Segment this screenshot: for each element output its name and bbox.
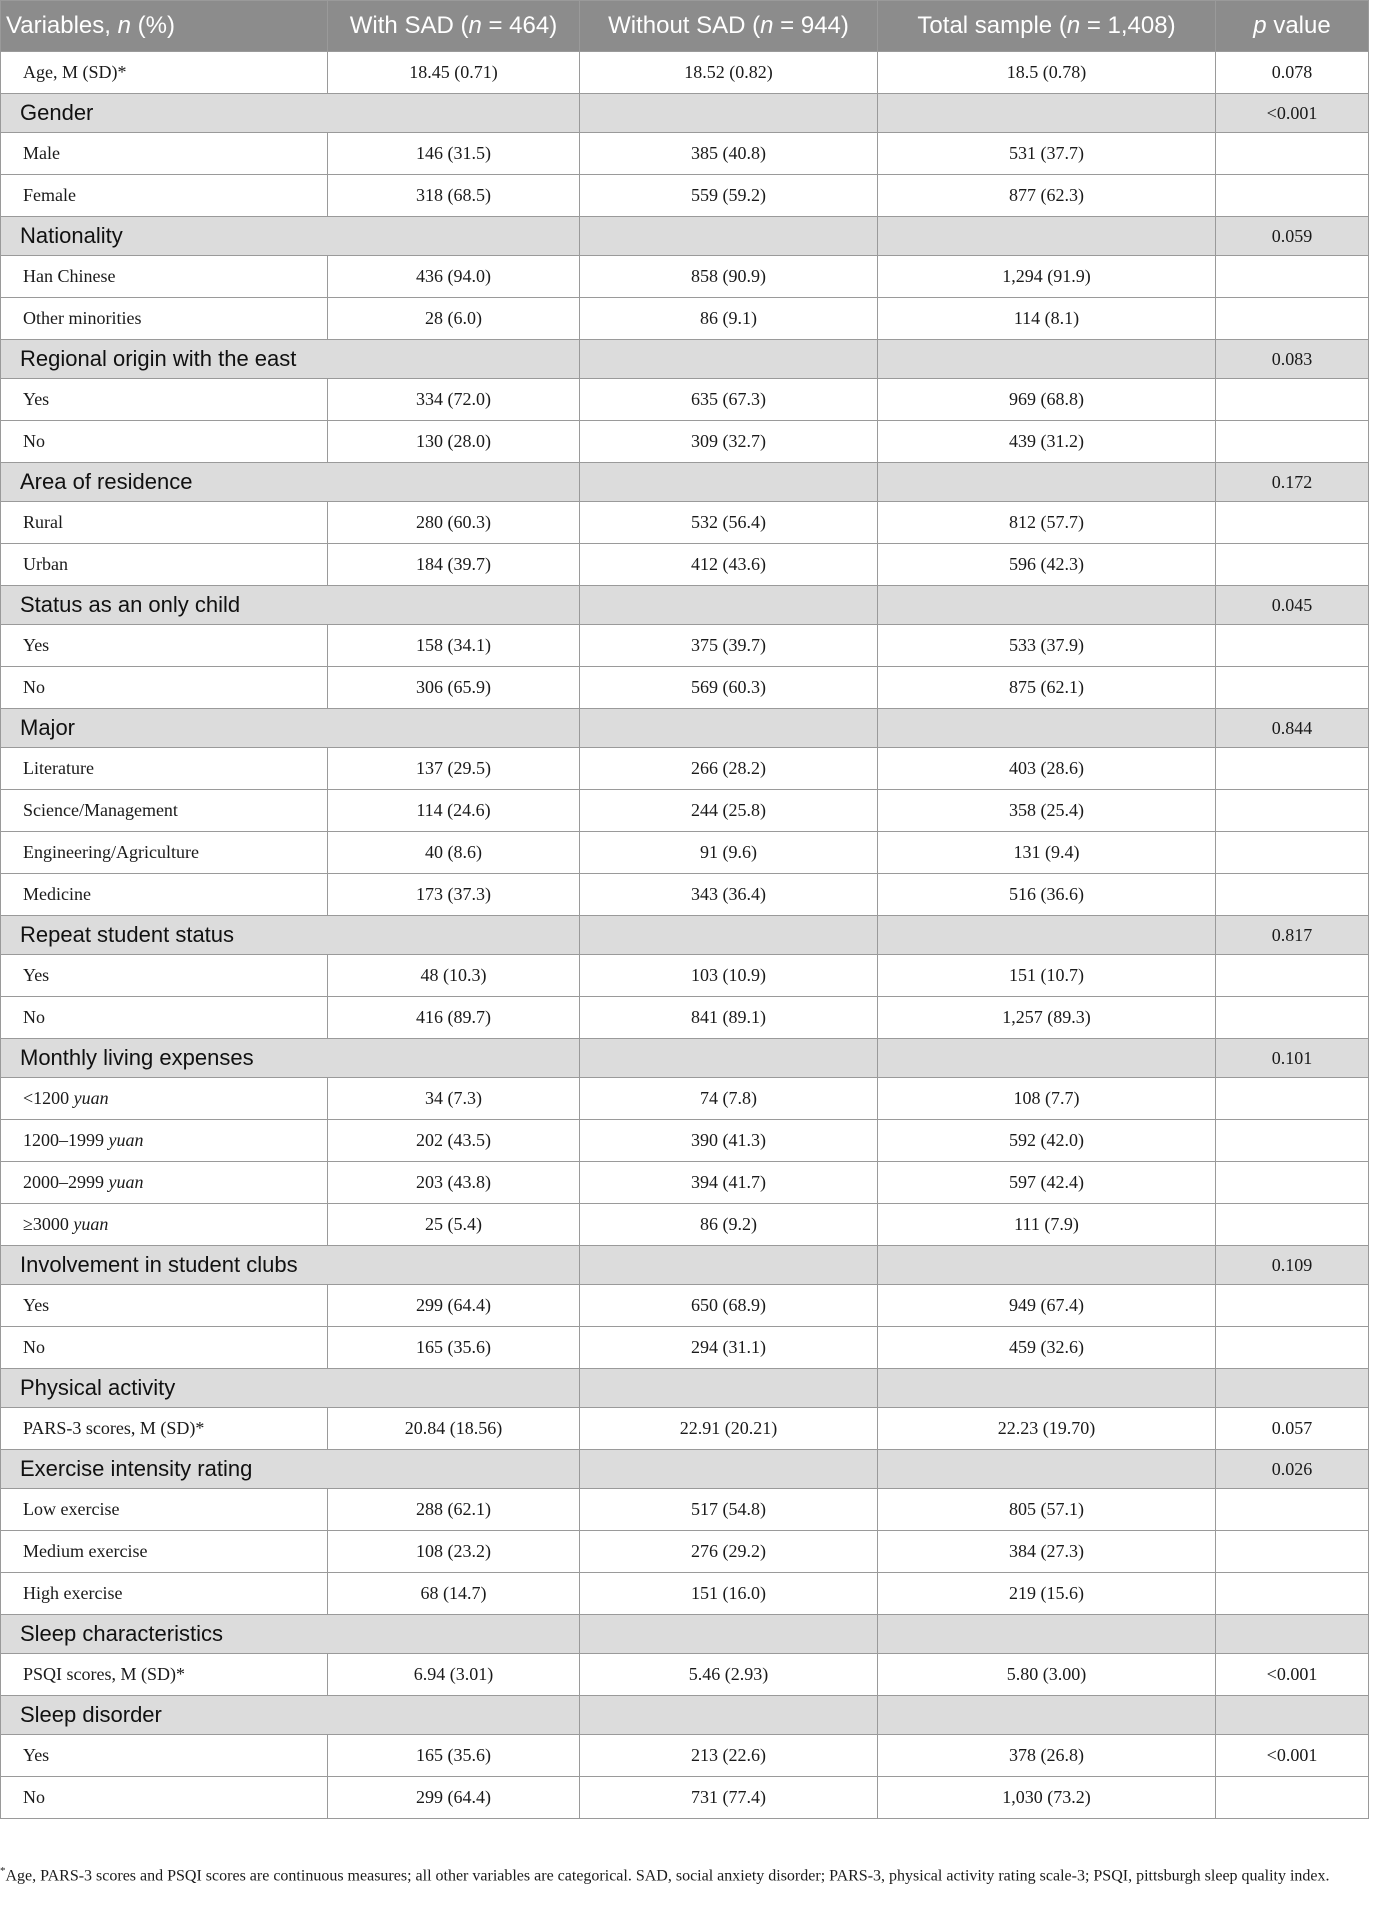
row-label: [1, 544, 328, 586]
row-label-text: Science/Management: [23, 800, 178, 820]
section-row: [1, 217, 1369, 256]
cell-with-sad: 165 (35.6): [328, 1735, 580, 1777]
cell-with-sad: 436 (94.0): [328, 256, 580, 298]
cell-without-sad: 532 (56.4): [580, 502, 878, 544]
section-title: Sleep characteristics: [1, 1615, 580, 1654]
section-row: [1, 916, 1369, 955]
cell-without-sad: 22.91 (20.21): [580, 1408, 878, 1450]
header-p-value: p value: [1216, 1, 1369, 52]
table-row: [1, 502, 1369, 544]
cell-with-sad: 299 (64.4): [328, 1777, 580, 1819]
cell-total-sample: 22.23 (19.70): [878, 1408, 1216, 1450]
cell-without-sad: 559 (59.2): [580, 175, 878, 217]
table-row: [1, 1162, 1369, 1204]
row-label-text: Medicine: [23, 884, 91, 904]
cell-without-sad: 858 (90.9): [580, 256, 878, 298]
cell-with-sad: 114 (24.6): [328, 790, 580, 832]
cell-total-sample: 114 (8.1): [878, 298, 1216, 340]
cell-p-value: [1216, 1531, 1369, 1573]
table-row: [1, 1285, 1369, 1327]
row-label: [1, 625, 328, 667]
cell-without-sad: 385 (40.8): [580, 133, 878, 175]
table-row: [1, 175, 1369, 217]
cell-without-sad: 635 (67.3): [580, 379, 878, 421]
row-label-text: <1200: [23, 1088, 74, 1108]
row-label: [1, 502, 328, 544]
cell-without-sad: 394 (41.7): [580, 1162, 878, 1204]
row-label-text: Engineering/Agriculture: [23, 842, 199, 862]
row-label-text: Low exercise: [23, 1499, 120, 1519]
cell-p-value: [1216, 1573, 1369, 1615]
section-cell-without: [580, 709, 878, 748]
section-row: [1, 1450, 1369, 1489]
row-label: [1, 832, 328, 874]
cell-total-sample: 812 (57.7): [878, 502, 1216, 544]
section-row: [1, 340, 1369, 379]
row-label: [1, 298, 328, 340]
row-label-text: High exercise: [23, 1583, 123, 1603]
row-label: [1, 421, 328, 463]
cell-total-sample: 969 (68.8): [878, 379, 1216, 421]
row-label-text: Yes: [23, 1745, 50, 1765]
cell-total-sample: 219 (15.6): [878, 1573, 1216, 1615]
table-row: [1, 997, 1369, 1039]
cell-p-value: [1216, 1078, 1369, 1120]
section-p-value: 0.059: [1216, 217, 1369, 256]
cell-p-value: [1216, 544, 1369, 586]
cell-total-sample: 516 (36.6): [878, 874, 1216, 916]
section-cell-without: [580, 463, 878, 502]
row-label-text: Yes: [23, 389, 50, 409]
section-row: [1, 1246, 1369, 1285]
table-footnote: [0, 1861, 1368, 1886]
row-label: [1, 1162, 328, 1204]
cell-total-sample: 805 (57.1): [878, 1489, 1216, 1531]
table-row: [1, 1489, 1369, 1531]
cell-total-sample: 5.80 (3.00): [878, 1654, 1216, 1696]
table-row: [1, 748, 1369, 790]
cell-with-sad: 203 (43.8): [328, 1162, 580, 1204]
row-label-text: Yes: [23, 965, 50, 985]
cell-without-sad: 86 (9.1): [580, 298, 878, 340]
section-title: Nationality: [1, 217, 580, 256]
section-cell-without: [580, 94, 878, 133]
row-label-text: Medium exercise: [23, 1541, 148, 1561]
cell-total-sample: 358 (25.4): [878, 790, 1216, 832]
cell-without-sad: 5.46 (2.93): [580, 1654, 878, 1696]
row-label: [1, 874, 328, 916]
row-label-text: Age, M (SD)*: [23, 62, 127, 82]
row-label-text: ≥3000: [23, 1214, 74, 1234]
cell-with-sad: 416 (89.7): [328, 997, 580, 1039]
section-cell-without: [580, 1369, 878, 1408]
row-label: [1, 955, 328, 997]
row-label-text: Male: [23, 143, 60, 163]
cell-with-sad: 158 (34.1): [328, 625, 580, 667]
row-label: [1, 1777, 328, 1819]
cell-with-sad: 173 (37.3): [328, 874, 580, 916]
cell-without-sad: 569 (60.3): [580, 667, 878, 709]
section-p-value: 0.172: [1216, 463, 1369, 502]
cell-without-sad: 74 (7.8): [580, 1078, 878, 1120]
section-cell-without: [580, 586, 878, 625]
section-cell-without: [580, 1039, 878, 1078]
row-label-text: Yes: [23, 1295, 50, 1315]
row-label: [1, 748, 328, 790]
cell-total-sample: 592 (42.0): [878, 1120, 1216, 1162]
header-row: [1, 1, 1369, 52]
section-p-value: 0.101: [1216, 1039, 1369, 1078]
cell-total-sample: 18.5 (0.78): [878, 52, 1216, 94]
table-row: [1, 256, 1369, 298]
section-cell-without: [580, 916, 878, 955]
row-label: [1, 1531, 328, 1573]
cell-total-sample: 108 (7.7): [878, 1078, 1216, 1120]
section-row: [1, 586, 1369, 625]
cell-total-sample: 111 (7.9): [878, 1204, 1216, 1246]
cell-total-sample: 439 (31.2): [878, 421, 1216, 463]
cell-without-sad: 841 (89.1): [580, 997, 878, 1039]
cell-total-sample: 1,294 (91.9): [878, 256, 1216, 298]
section-cell-total: [878, 916, 1216, 955]
section-cell-total: [878, 586, 1216, 625]
cell-with-sad: 68 (14.7): [328, 1573, 580, 1615]
section-p-value: <0.001: [1216, 94, 1369, 133]
row-label: [1, 1654, 328, 1696]
row-label: [1, 1573, 328, 1615]
cell-without-sad: 375 (39.7): [580, 625, 878, 667]
table-row: [1, 421, 1369, 463]
cell-p-value: <0.001: [1216, 1654, 1369, 1696]
row-label: [1, 379, 328, 421]
row-label-text: PSQI scores, M (SD)*: [23, 1664, 185, 1684]
table-row: [1, 790, 1369, 832]
cell-p-value: [1216, 133, 1369, 175]
cell-without-sad: 731 (77.4): [580, 1777, 878, 1819]
cell-without-sad: 276 (29.2): [580, 1531, 878, 1573]
section-row: [1, 94, 1369, 133]
cell-without-sad: 517 (54.8): [580, 1489, 878, 1531]
cell-total-sample: 1,257 (89.3): [878, 997, 1216, 1039]
row-label-text: No: [23, 1007, 45, 1027]
section-cell-total: [878, 1450, 1216, 1489]
row-label-text: Urban: [23, 554, 68, 574]
row-label-text: Female: [23, 185, 76, 205]
table-row: [1, 379, 1369, 421]
cell-p-value: [1216, 748, 1369, 790]
cell-without-sad: 103 (10.9): [580, 955, 878, 997]
table-row: [1, 1078, 1369, 1120]
header-without-sad: Without SAD (n = 944): [580, 1, 878, 52]
cell-total-sample: 378 (26.8): [878, 1735, 1216, 1777]
cell-with-sad: 165 (35.6): [328, 1327, 580, 1369]
cell-without-sad: 343 (36.4): [580, 874, 878, 916]
section-row: [1, 709, 1369, 748]
table-row: [1, 625, 1369, 667]
cell-without-sad: 390 (41.3): [580, 1120, 878, 1162]
section-p-value: [1216, 1615, 1369, 1654]
row-label: [1, 1120, 328, 1162]
table-header: [1, 1, 1369, 52]
cell-p-value: [1216, 1204, 1369, 1246]
cell-p-value: [1216, 1489, 1369, 1531]
section-title: Involvement in student clubs: [1, 1246, 580, 1285]
cell-total-sample: 151 (10.7): [878, 955, 1216, 997]
cell-total-sample: 531 (37.7): [878, 133, 1216, 175]
section-title: Major: [1, 709, 580, 748]
cell-p-value: [1216, 832, 1369, 874]
section-title: Repeat student status: [1, 916, 580, 955]
row-label: [1, 1204, 328, 1246]
table-row: [1, 1654, 1369, 1696]
cell-with-sad: 318 (68.5): [328, 175, 580, 217]
cell-without-sad: 91 (9.6): [580, 832, 878, 874]
section-p-value: 0.083: [1216, 340, 1369, 379]
cell-with-sad: 25 (5.4): [328, 1204, 580, 1246]
row-label-text: Han Chinese: [23, 266, 116, 286]
cell-with-sad: 137 (29.5): [328, 748, 580, 790]
table-row: [1, 1408, 1369, 1450]
table-row: [1, 874, 1369, 916]
section-title: Sleep disorder: [1, 1696, 580, 1735]
header-variables: Variables, n (%): [1, 1, 328, 52]
section-row: [1, 1039, 1369, 1078]
cell-p-value: [1216, 502, 1369, 544]
section-cell-total: [878, 1039, 1216, 1078]
cell-with-sad: 202 (43.5): [328, 1120, 580, 1162]
row-label-text: No: [23, 1337, 45, 1357]
cell-p-value: [1216, 790, 1369, 832]
section-row: [1, 1696, 1369, 1735]
footnote-mark: *: [0, 1865, 6, 1877]
section-title: Area of residence: [1, 463, 580, 502]
table-row: [1, 544, 1369, 586]
section-p-value: [1216, 1696, 1369, 1735]
row-label: [1, 997, 328, 1039]
cell-p-value: [1216, 667, 1369, 709]
section-cell-without: [580, 1615, 878, 1654]
cell-total-sample: 1,030 (73.2): [878, 1777, 1216, 1819]
cell-without-sad: 650 (68.9): [580, 1285, 878, 1327]
cell-with-sad: 146 (31.5): [328, 133, 580, 175]
cell-without-sad: 309 (32.7): [580, 421, 878, 463]
cell-with-sad: 6.94 (3.01): [328, 1654, 580, 1696]
cell-with-sad: 18.45 (0.71): [328, 52, 580, 94]
header-total-sample: Total sample (n = 1,408): [878, 1, 1216, 52]
section-cell-total: [878, 1369, 1216, 1408]
cell-p-value: [1216, 955, 1369, 997]
section-cell-total: [878, 1246, 1216, 1285]
section-p-value: 0.817: [1216, 916, 1369, 955]
cell-p-value: 0.078: [1216, 52, 1369, 94]
cell-without-sad: 266 (28.2): [580, 748, 878, 790]
cell-with-sad: 184 (39.7): [328, 544, 580, 586]
row-label: [1, 175, 328, 217]
row-label-text: Yes: [23, 635, 50, 655]
row-label-text: No: [23, 431, 45, 451]
cell-with-sad: 288 (62.1): [328, 1489, 580, 1531]
cell-total-sample: 597 (42.4): [878, 1162, 1216, 1204]
section-cell-without: [580, 1696, 878, 1735]
row-label-text: PARS-3 scores, M (SD)*: [23, 1418, 205, 1438]
row-label-text: 2000–2999: [23, 1172, 109, 1192]
header-with-sad: With SAD (n = 464): [328, 1, 580, 52]
section-row: [1, 1369, 1369, 1408]
row-label-unit: yuan: [108, 1130, 144, 1150]
cell-with-sad: 20.84 (18.56): [328, 1408, 580, 1450]
cell-total-sample: 533 (37.9): [878, 625, 1216, 667]
section-title: Exercise intensity rating: [1, 1450, 580, 1489]
cell-p-value: <0.001: [1216, 1735, 1369, 1777]
section-cell-without: [580, 1450, 878, 1489]
cell-p-value: [1216, 421, 1369, 463]
section-title: Regional origin with the east: [1, 340, 580, 379]
cell-p-value: [1216, 1285, 1369, 1327]
cell-p-value: [1216, 997, 1369, 1039]
cell-p-value: [1216, 1162, 1369, 1204]
section-title: Gender: [1, 94, 580, 133]
cell-with-sad: 334 (72.0): [328, 379, 580, 421]
section-row: [1, 463, 1369, 502]
row-label: [1, 1408, 328, 1450]
cell-p-value: [1216, 1327, 1369, 1369]
section-cell-total: [878, 94, 1216, 133]
table-row: [1, 133, 1369, 175]
cell-with-sad: 28 (6.0): [328, 298, 580, 340]
section-cell-total: [878, 463, 1216, 502]
cell-without-sad: 294 (31.1): [580, 1327, 878, 1369]
cell-total-sample: 131 (9.4): [878, 832, 1216, 874]
row-label: [1, 133, 328, 175]
section-cell-total: [878, 340, 1216, 379]
cell-with-sad: 108 (23.2): [328, 1531, 580, 1573]
row-label-unit: yuan: [108, 1172, 144, 1192]
section-cell-total: [878, 1615, 1216, 1654]
row-label: [1, 52, 328, 94]
cell-with-sad: 40 (8.6): [328, 832, 580, 874]
footnote-text: Age, PARS-3 scores and PSQI scores are continuous measures; all other variables are categorical. SAD, social anxiety disorder; PARS-3, physical activity rating scale-3; PSQI, pittsburgh sleep quality index.: [5, 1867, 1330, 1885]
section-cell-total: [878, 1696, 1216, 1735]
table-row: [1, 832, 1369, 874]
section-cell-without: [580, 217, 878, 256]
row-label: [1, 1285, 328, 1327]
row-label-text: 1200–1999: [23, 1130, 109, 1150]
cell-p-value: 0.057: [1216, 1408, 1369, 1450]
row-label: [1, 1078, 328, 1120]
cell-total-sample: 875 (62.1): [878, 667, 1216, 709]
cell-without-sad: 244 (25.8): [580, 790, 878, 832]
cell-with-sad: 306 (65.9): [328, 667, 580, 709]
cell-total-sample: 459 (32.6): [878, 1327, 1216, 1369]
cell-p-value: [1216, 625, 1369, 667]
table-row: [1, 1531, 1369, 1573]
cell-with-sad: 48 (10.3): [328, 955, 580, 997]
section-p-value: 0.026: [1216, 1450, 1369, 1489]
row-label: [1, 1735, 328, 1777]
row-label: [1, 1327, 328, 1369]
cell-p-value: [1216, 874, 1369, 916]
cell-total-sample: 949 (67.4): [878, 1285, 1216, 1327]
row-label: [1, 256, 328, 298]
cell-total-sample: 877 (62.3): [878, 175, 1216, 217]
cell-without-sad: 412 (43.6): [580, 544, 878, 586]
table-row: [1, 52, 1369, 94]
table-row: [1, 1204, 1369, 1246]
table-row: [1, 298, 1369, 340]
table-row: [1, 955, 1369, 997]
cell-with-sad: 299 (64.4): [328, 1285, 580, 1327]
table-row: [1, 667, 1369, 709]
row-label-text: Other minorities: [23, 308, 142, 328]
section-p-value: 0.844: [1216, 709, 1369, 748]
table-row: [1, 1573, 1369, 1615]
cell-p-value: [1216, 379, 1369, 421]
section-cell-total: [878, 217, 1216, 256]
cell-with-sad: 280 (60.3): [328, 502, 580, 544]
cell-p-value: [1216, 1777, 1369, 1819]
row-label-unit: yuan: [73, 1214, 109, 1234]
table-body: [1, 52, 1369, 1819]
row-label-text: Rural: [23, 512, 63, 532]
row-label-unit: yuan: [73, 1088, 109, 1108]
section-cell-without: [580, 1246, 878, 1285]
row-label: [1, 1489, 328, 1531]
row-label-text: No: [23, 1787, 45, 1807]
cell-p-value: [1216, 1120, 1369, 1162]
cell-without-sad: 213 (22.6): [580, 1735, 878, 1777]
row-label-text: Literature: [23, 758, 94, 778]
section-cell-total: [878, 709, 1216, 748]
section-p-value: 0.109: [1216, 1246, 1369, 1285]
section-title: Physical activity: [1, 1369, 580, 1408]
row-label: [1, 667, 328, 709]
table-row: [1, 1120, 1369, 1162]
cell-without-sad: 151 (16.0): [580, 1573, 878, 1615]
row-label: [1, 790, 328, 832]
cell-total-sample: 384 (27.3): [878, 1531, 1216, 1573]
cell-without-sad: 86 (9.2): [580, 1204, 878, 1246]
cell-total-sample: 403 (28.6): [878, 748, 1216, 790]
section-cell-without: [580, 340, 878, 379]
cell-p-value: [1216, 298, 1369, 340]
table-row: [1, 1777, 1369, 1819]
section-p-value: 0.045: [1216, 586, 1369, 625]
cell-p-value: [1216, 256, 1369, 298]
cell-without-sad: 18.52 (0.82): [580, 52, 878, 94]
cell-total-sample: 596 (42.3): [878, 544, 1216, 586]
section-title: Monthly living expenses: [1, 1039, 580, 1078]
table-row: [1, 1735, 1369, 1777]
section-title: Status as an only child: [1, 586, 580, 625]
row-label-text: No: [23, 677, 45, 697]
table-row: [1, 1327, 1369, 1369]
section-p-value: [1216, 1369, 1369, 1408]
section-row: [1, 1615, 1369, 1654]
cell-with-sad: 130 (28.0): [328, 421, 580, 463]
cell-with-sad: 34 (7.3): [328, 1078, 580, 1120]
cell-p-value: [1216, 175, 1369, 217]
